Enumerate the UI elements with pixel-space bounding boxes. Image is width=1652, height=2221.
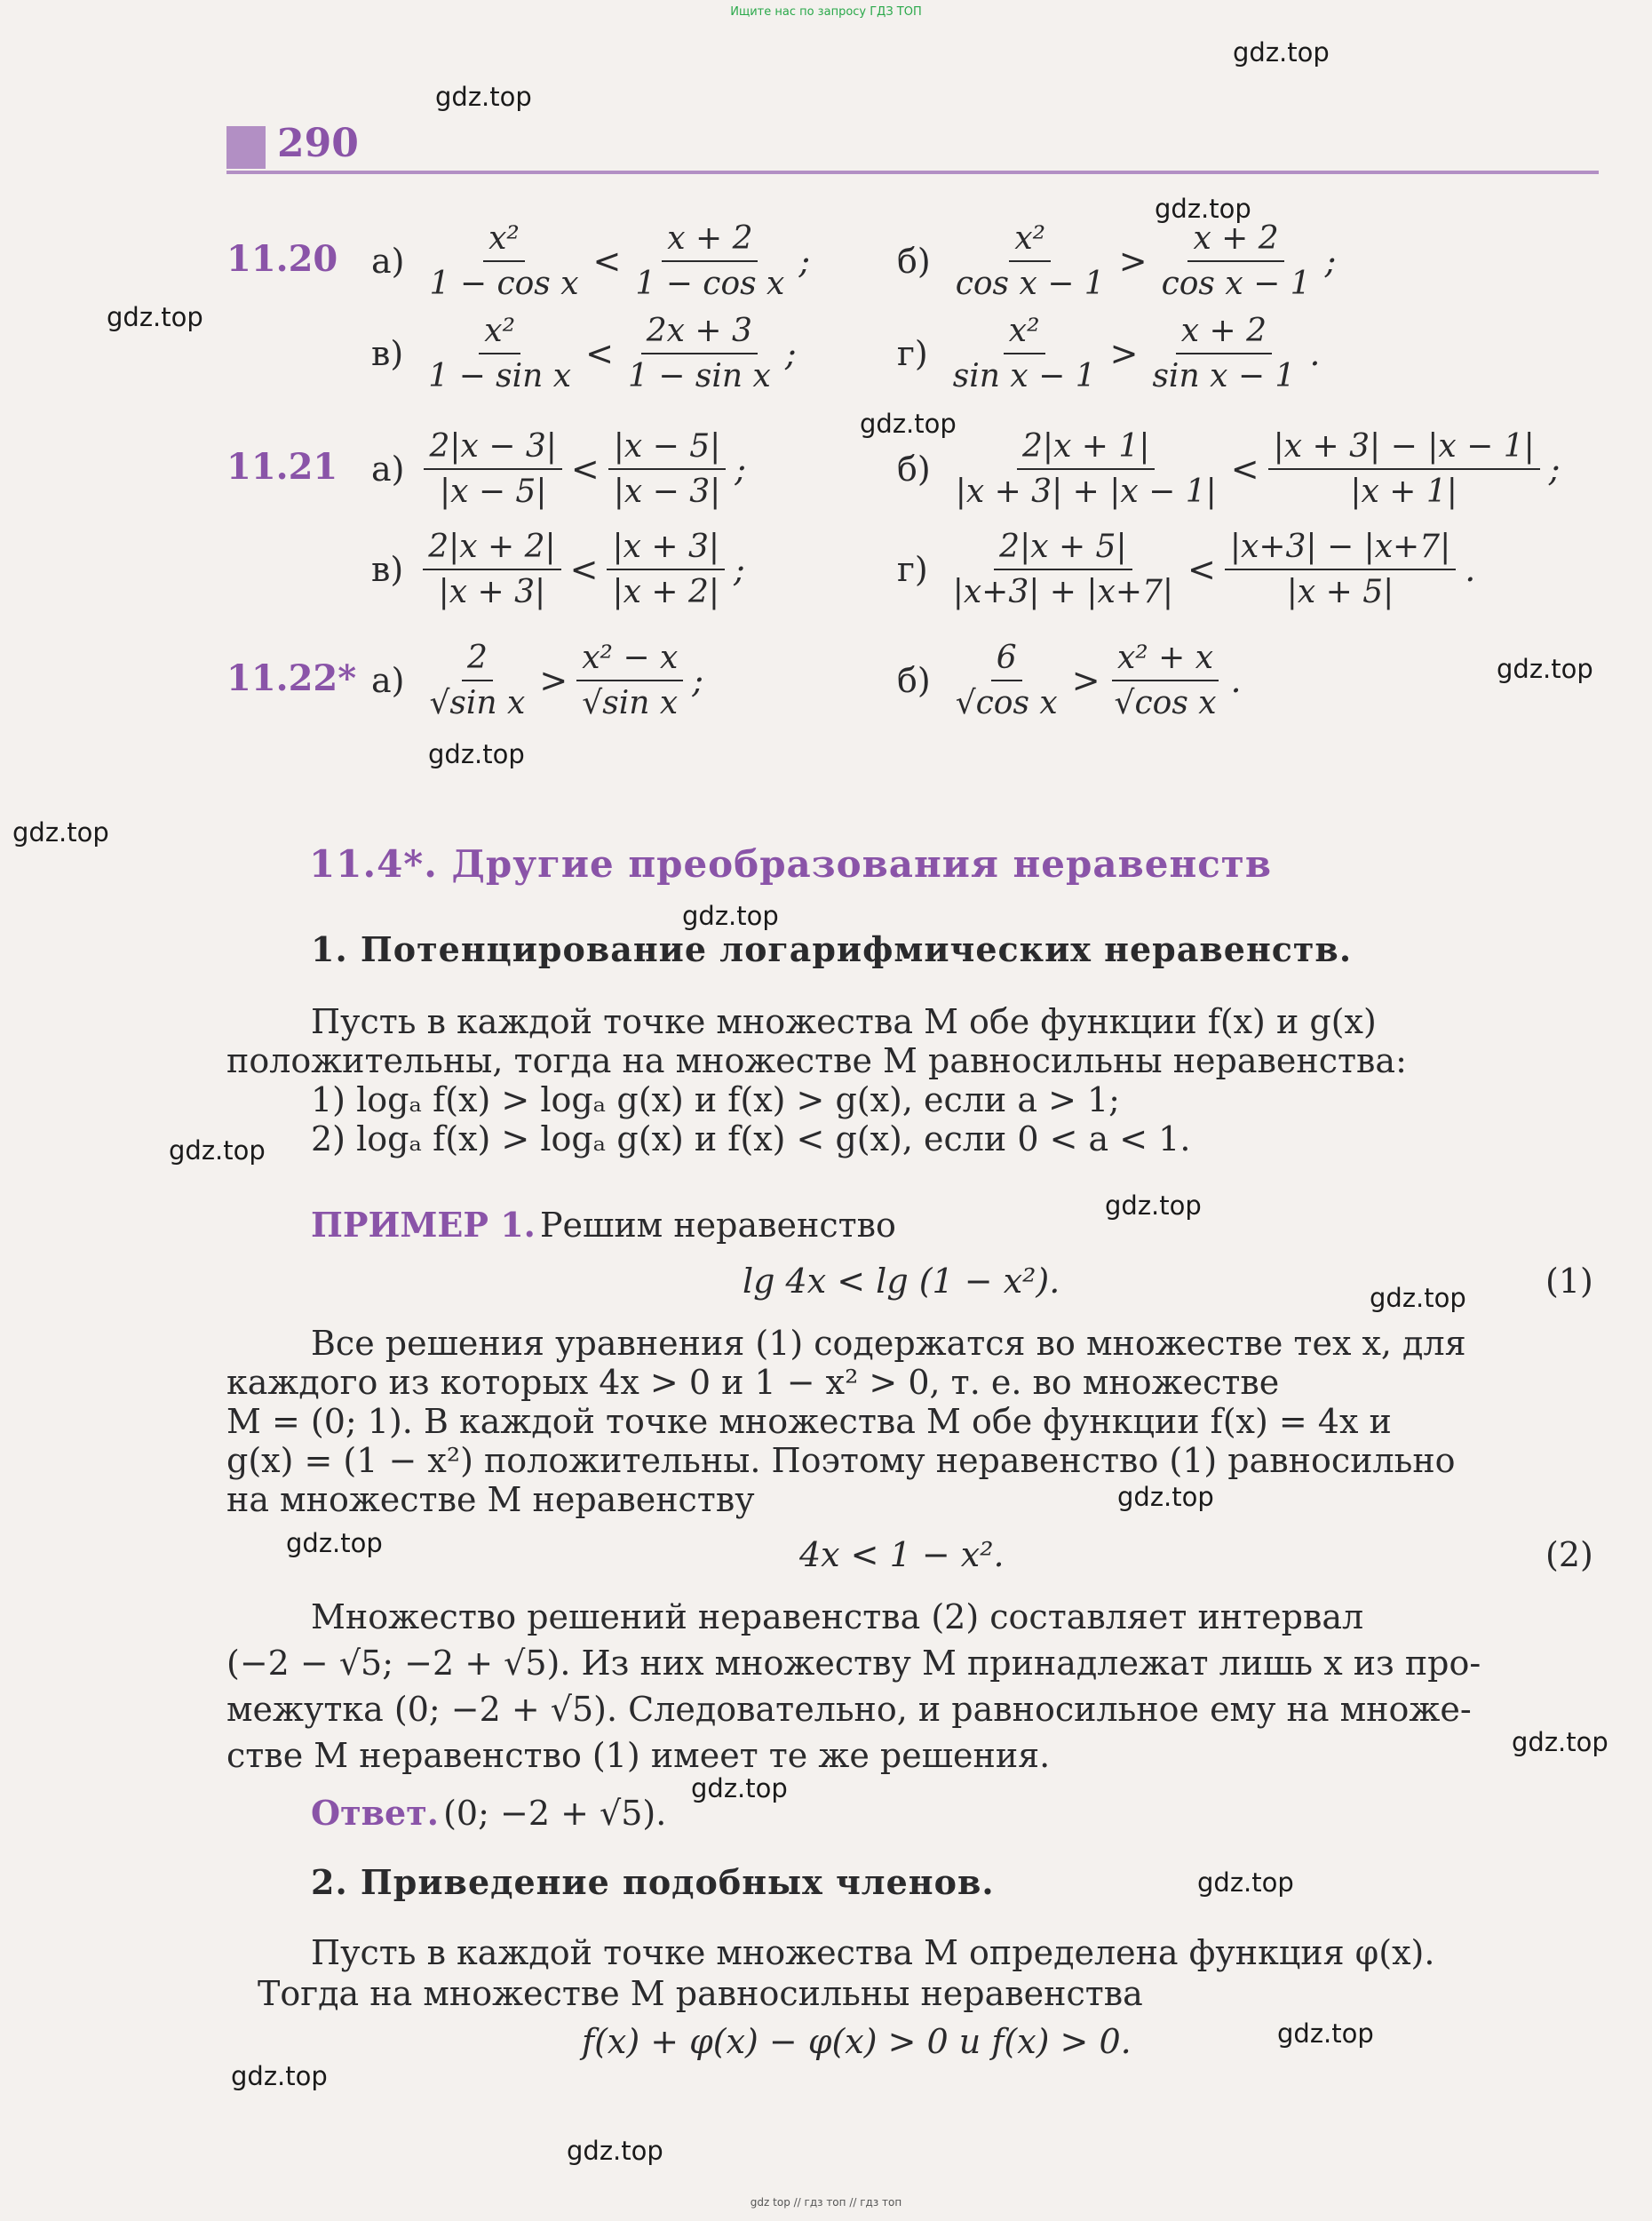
punctuation: .	[1230, 661, 1242, 700]
denominator: |x + 1|	[1350, 474, 1457, 510]
fraction	[630, 220, 790, 302]
equation-number: (2)	[1545, 1535, 1593, 1574]
numerator: x + 2	[662, 220, 758, 262]
watermark: gdz.top	[567, 2136, 663, 2166]
subsection-title: 2. Приведение подобных членов.	[311, 1862, 995, 1902]
fraction	[424, 640, 530, 721]
section-title: 11.4*. Другие преобразования неравенств	[309, 842, 1272, 886]
denominator: |x + 5|	[1286, 574, 1394, 610]
denominator: 1 − cos x	[429, 266, 579, 302]
equation: 4x < 1 − x².	[799, 1535, 1005, 1574]
answer-label: Ответ.	[311, 1793, 440, 1833]
numerator: 2|x + 5|	[994, 529, 1132, 570]
denominator: |x + 3|	[438, 574, 546, 610]
numerator: x²	[479, 313, 520, 354]
relation: <	[585, 334, 614, 373]
fraction	[424, 220, 584, 302]
page-number-marker	[226, 126, 266, 169]
exercise-item	[897, 428, 1569, 510]
relation: >	[1109, 334, 1139, 373]
watermark: gdz.top	[1197, 1867, 1294, 1898]
fraction	[950, 640, 1063, 721]
watermark: gdz.top	[1155, 194, 1251, 224]
fraction	[423, 313, 576, 394]
watermark: gdz.top	[860, 409, 957, 439]
watermark: gdz.top	[691, 1773, 788, 1803]
relation: <	[570, 450, 600, 489]
numerator: x²	[1004, 313, 1045, 354]
denominator: |x+3| + |x+7|	[952, 574, 1174, 610]
punctuation: .	[1309, 334, 1321, 373]
denominator: sin x − 1	[1152, 358, 1296, 394]
relation: <	[1187, 550, 1216, 589]
fraction	[423, 529, 560, 610]
paragraph-line: M = (0; 1). В каждой точке множества M обе функции f(x) = 4x и	[226, 1402, 1392, 1441]
relation: <	[569, 550, 599, 589]
numerator: 2|x + 2|	[423, 529, 560, 570]
fraction	[424, 428, 561, 510]
item-label: б)	[897, 661, 931, 700]
relation: >	[1118, 242, 1148, 281]
item-label: а)	[371, 661, 405, 700]
exercise-item	[371, 220, 819, 302]
paragraph-line: Все решения уравнения (1) содержатся во множестве тех x, для	[311, 1324, 1466, 1363]
denominator: 1 − sin x	[428, 358, 572, 394]
numerator: 2|x + 1|	[1017, 428, 1155, 470]
punctuation: ;	[692, 661, 704, 700]
paragraph-line: Пусть в каждой точке множества M определена функция φ(x).	[311, 1933, 1435, 1972]
paragraph-line: стве M неравенство (1) имеет те же решения.	[226, 1736, 1051, 1775]
numerator: |x+3| − |x+7|	[1225, 529, 1456, 570]
numerator: 2|x − 3|	[424, 428, 561, 470]
punctuation: ;	[1324, 242, 1337, 281]
watermark: gdz.top	[107, 302, 203, 332]
paragraph-line: каждого из которых 4x > 0 и 1 − x² > 0, т. е. во множестве	[226, 1363, 1280, 1402]
item-label: г)	[897, 334, 928, 373]
equation: f(x) + φ(x) − φ(x) > 0 и f(x) > 0.	[582, 2022, 1132, 2061]
item-label: в)	[371, 334, 404, 373]
exercise-number: 11.21	[226, 446, 338, 488]
watermark: gdz.top	[1105, 1190, 1202, 1221]
punctuation: .	[1465, 550, 1476, 589]
denominator: 1 − sin x	[627, 358, 771, 394]
fraction	[576, 640, 683, 721]
fraction	[948, 529, 1179, 610]
header-rule	[226, 171, 1599, 174]
exercise-item	[897, 220, 1345, 302]
denominator: |x − 5|	[439, 474, 547, 510]
denominator: sin x − 1	[952, 358, 1096, 394]
numerator: x + 2	[1176, 313, 1272, 354]
equation: lg 4x < lg (1 − x²).	[743, 1262, 1060, 1301]
example-text: Решим неравенство	[539, 1206, 896, 1245]
numerator: 6	[991, 640, 1022, 681]
item-label: б)	[897, 450, 931, 489]
denominator: 1 − cos x	[635, 266, 785, 302]
example-label: ПРИМЕР 1.	[311, 1205, 536, 1245]
item-label: б)	[897, 242, 931, 281]
denominator: |x − 3|	[613, 474, 721, 510]
denominator: |x + 3| + |x − 1|	[955, 474, 1217, 510]
list-item: 2) logₐ f(x) > logₐ g(x) и f(x) < g(x), если 0 < a < 1.	[311, 1119, 1191, 1158]
watermark: gdz.top	[428, 739, 525, 769]
watermark: gdz.top	[169, 1135, 266, 1166]
item-label: г)	[897, 550, 928, 589]
fraction	[607, 529, 725, 610]
fraction	[950, 428, 1222, 510]
watermark: gdz.top	[1370, 1283, 1466, 1313]
fraction	[1147, 313, 1300, 394]
answer	[311, 1793, 666, 1833]
item-label: а)	[371, 450, 405, 489]
fraction	[623, 313, 776, 394]
watermark: gdz.top	[12, 817, 109, 848]
numerator: |x + 3|	[607, 529, 725, 570]
relation: >	[1071, 661, 1100, 700]
exercise-item	[897, 529, 1484, 610]
denominator: |x + 2|	[612, 574, 719, 610]
fraction	[1268, 428, 1540, 510]
relation: <	[1230, 450, 1259, 489]
paragraph-line: Пусть в каждой точке множества M обе функции f(x) и g(x)	[311, 1002, 1377, 1041]
punctuation: ;	[1548, 450, 1561, 489]
exercise-item	[371, 529, 754, 610]
paragraph-line: g(x) = (1 − x²) положительны. Поэтому неравенство (1) равносильно	[226, 1441, 1456, 1480]
denominator: √sin x	[582, 685, 679, 721]
watermark: gdz.top	[1497, 654, 1593, 684]
paragraph-line: Множество решений неравенства (2) составляет интервал	[311, 1597, 1364, 1636]
numerator: x²	[483, 220, 525, 262]
watermark: gdz.top	[1277, 2018, 1374, 2049]
item-label: в)	[371, 550, 404, 589]
numerator: |x + 3| − |x − 1|	[1268, 428, 1540, 470]
denominator: cos x − 1	[1161, 266, 1311, 302]
exercise-item	[371, 640, 712, 721]
paragraph-line: на множестве M неравенству	[226, 1480, 755, 1519]
punctuation: ;	[784, 334, 797, 373]
punctuation: ;	[735, 450, 747, 489]
equation-number: (1)	[1545, 1262, 1593, 1301]
relation: <	[592, 242, 622, 281]
exercise-item	[371, 428, 755, 510]
fraction	[1156, 220, 1316, 302]
exercise-number: 11.22*	[226, 657, 357, 699]
denominator: √sin x	[429, 685, 526, 721]
denominator: √cos x	[1114, 685, 1217, 721]
watermark: gdz.top	[1233, 37, 1330, 68]
exercise-item	[897, 313, 1329, 394]
paragraph-line: Тогда на множестве M равносильны неравенства	[258, 1974, 1143, 2013]
watermark: gdz.top	[286, 1528, 383, 1558]
paragraph-line: межутка (0; −2 + √5). Следовательно, и равносильное ему на множе-	[226, 1690, 1472, 1729]
numerator: x²	[1009, 220, 1051, 262]
fraction	[1109, 640, 1222, 721]
watermark: gdz.top	[1512, 1727, 1608, 1757]
fraction	[608, 428, 727, 510]
punctuation: ;	[798, 242, 811, 281]
item-label: а)	[371, 242, 405, 281]
fraction	[950, 220, 1110, 302]
page-number: 290	[277, 121, 359, 166]
answer-text: (0; −2 + √5).	[443, 1794, 667, 1833]
punctuation: ;	[734, 550, 745, 589]
watermark: gdz.top	[231, 2061, 328, 2091]
list-item: 1) logₐ f(x) > logₐ g(x) и f(x) > g(x), если a > 1;	[311, 1080, 1120, 1119]
numerator: x² + x	[1112, 640, 1219, 681]
denominator: cos x − 1	[955, 266, 1105, 302]
subsection-title: 1. Потенцирование логарифмических неравенств.	[311, 929, 1353, 969]
fraction	[948, 313, 1101, 394]
fraction	[1225, 529, 1456, 610]
exercise-item	[897, 640, 1251, 721]
numerator: x² − x	[576, 640, 683, 681]
exercise-number: 11.20	[226, 238, 338, 280]
top-banner: Ищите нас по запросу ГДЗ ТОП	[730, 5, 922, 19]
numerator: |x − 5|	[608, 428, 727, 470]
watermark: gdz.top	[1117, 1482, 1214, 1512]
numerator: 2x + 3	[641, 313, 758, 354]
example	[311, 1205, 896, 1245]
denominator: √cos x	[955, 685, 1058, 721]
paragraph-line: положительны, тогда на множестве M равносильны неравенства:	[226, 1041, 1407, 1080]
watermark: gdz.top	[435, 82, 532, 112]
watermark: gdz.top	[682, 901, 779, 931]
paragraph-line: (−2 − √5; −2 + √5). Из них множеству M принадлежат лишь x из про-	[226, 1644, 1481, 1683]
relation: >	[539, 661, 568, 700]
bottom-banner: gdz top // гдз топ // гдз топ	[750, 2196, 902, 2209]
numerator: x + 2	[1187, 220, 1283, 262]
numerator: 2	[462, 640, 493, 681]
exercise-item	[371, 313, 806, 394]
